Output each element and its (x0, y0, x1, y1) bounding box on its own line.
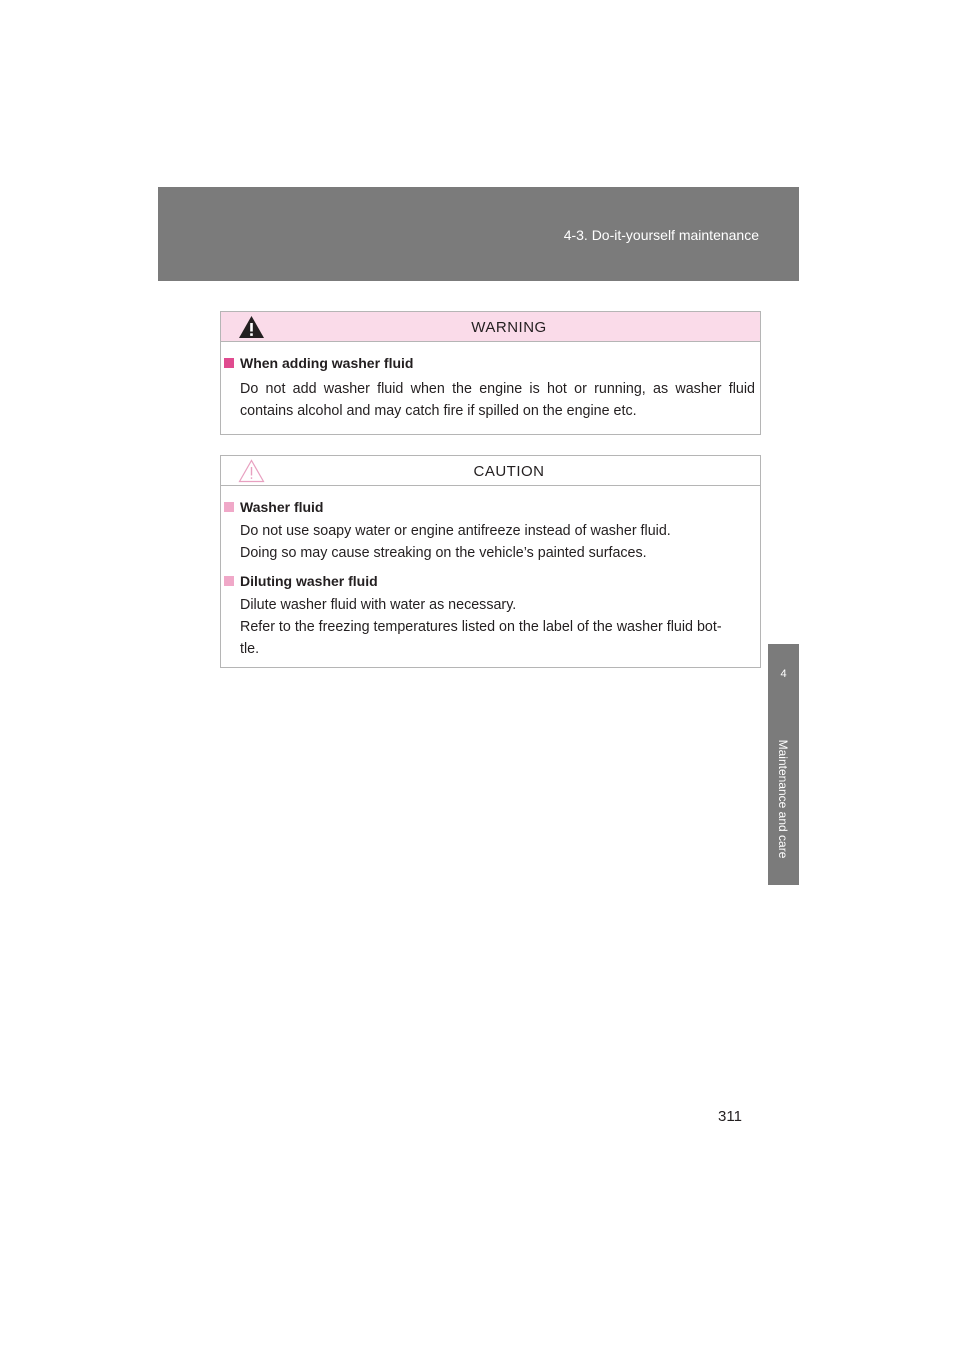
caution-header (221, 456, 760, 486)
caution-body (221, 498, 760, 660)
caution-section-heading (224, 572, 755, 590)
warning-section-heading (224, 354, 755, 372)
caution-title: CAUTION (473, 463, 545, 480)
warning-body (221, 354, 760, 422)
page-number: 311 (718, 1108, 742, 1125)
section-title: 4-3. Do-it-yourself maintenance (563, 227, 759, 243)
warning-box (220, 311, 761, 435)
text-line: Refer to the freezing temperatures listed on the label of the washer fluid bot- (240, 619, 722, 635)
warning-header (221, 312, 760, 342)
section-header-bar (158, 187, 799, 281)
chapter-number: 4 (780, 668, 787, 680)
text-line: Do not use soapy water or engine antifreeze instead of washer fluid. (240, 523, 671, 539)
warning-section-text: Do not add washer fluid when the engine is hot or running, as washer fluid contains alcohol and may catch fire if spilled on the engine etc. (240, 381, 755, 419)
caution-heading-text: Diluting washer fluid (240, 573, 378, 589)
caution-section-text (240, 594, 755, 660)
text-line: Doing so may cause streaking on the vehicle’s painted surfaces. (240, 545, 647, 561)
square-bullet-icon (224, 358, 234, 368)
chapter-side-tab (768, 644, 799, 885)
chapter-label: Maintenance and care (776, 739, 790, 859)
warning-heading-text: When adding washer fluid (240, 355, 414, 371)
caution-heading-text: Washer fluid (240, 499, 324, 515)
caution-section-heading (224, 498, 755, 516)
square-bullet-icon (224, 576, 234, 586)
caution-box (220, 455, 761, 668)
text-line: tle. (240, 641, 260, 657)
square-bullet-icon (224, 502, 234, 512)
text-line: Dilute washer fluid with water as necessary. (240, 597, 517, 613)
caution-section-text (240, 520, 755, 564)
warning-title: WARNING (471, 319, 547, 336)
